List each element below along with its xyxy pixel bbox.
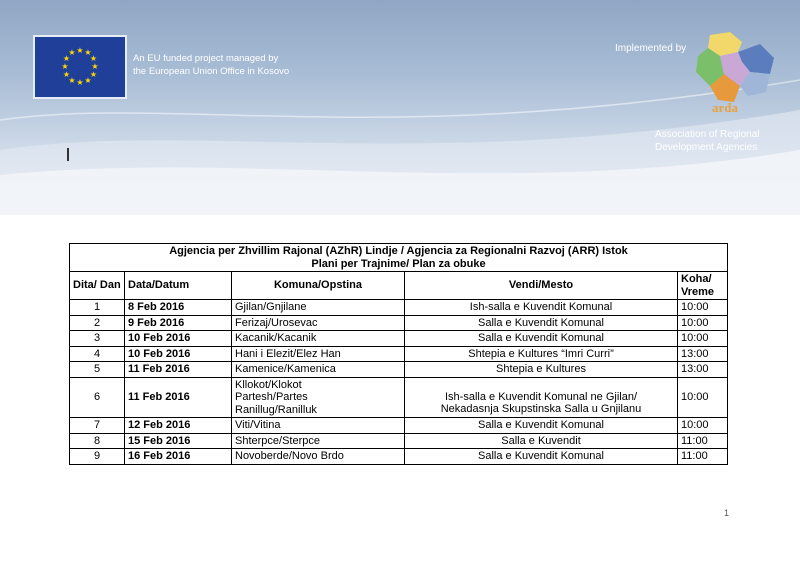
cell-day: 9 [70, 449, 125, 465]
place-line: Nekadasnja Skupstinska Salla u Gnjilanu [440, 403, 642, 416]
cell-municipality [232, 377, 405, 418]
svg-text:★: ★ [84, 76, 92, 85]
text-cursor [67, 148, 69, 161]
cell-time: 11:00 [678, 449, 728, 465]
svg-text:★: ★ [68, 76, 76, 85]
cell-municipality: Novoberde/Novo Brdo [232, 449, 405, 465]
cell-date: 11 Feb 2016 [125, 377, 232, 418]
svg-text:★: ★ [84, 48, 92, 57]
table-row [70, 433, 728, 449]
cell-date: 16 Feb 2016 [125, 449, 232, 465]
cell-date: 8 Feb 2016 [125, 300, 232, 316]
place-line: Ish-salla e Kuvendit Komunal ne Gjilan/ [445, 390, 637, 403]
cell-date: 15 Feb 2016 [125, 433, 232, 449]
svg-text:★: ★ [62, 54, 71, 63]
cell-place: Shtepia e Kultures “Imri Curri” [405, 346, 678, 362]
table-row [70, 449, 728, 465]
svg-text:★: ★ [76, 78, 84, 87]
cell-municipality: Kacanik/Kacanik [232, 331, 405, 347]
table-row [70, 315, 728, 331]
municipality-line: Partesh/Partes [235, 391, 308, 403]
table-row [70, 346, 728, 362]
cell-time: 10:00 [678, 300, 728, 316]
cell-municipality: Viti/Vitina [232, 418, 405, 434]
header-banner [0, 0, 800, 215]
table-row [70, 377, 728, 418]
cell-municipality: Kamenice/Kamenica [232, 362, 405, 378]
table-header-row [70, 272, 728, 300]
cell-place: Salla e Kuvendit Komunal [405, 315, 678, 331]
header-date: Data/Datum [125, 272, 232, 300]
eu-stars-icon [35, 37, 125, 97]
municipality-line: Kllokot/Klokot [235, 378, 302, 391]
cell-place: Shtepia e Kultures [405, 362, 678, 378]
cell-date: 10 Feb 2016 [125, 346, 232, 362]
table-row [70, 418, 728, 434]
svg-text:★: ★ [61, 62, 69, 71]
svg-text:★: ★ [89, 70, 98, 79]
cell-time: 11:00 [678, 433, 728, 449]
association-name [655, 128, 785, 154]
header-municipality: Komuna/Opstina [232, 272, 405, 300]
assoc-line2: Development Agencies [655, 142, 758, 153]
cell-date: 11 Feb 2016 [125, 362, 232, 378]
cell-place: Salla e Kuvendit Komunal [405, 449, 678, 465]
implemented-by-label: Implemented by [615, 43, 687, 54]
cell-day: 7 [70, 418, 125, 434]
cell-municipality: Ferizaj/Urosevac [232, 315, 405, 331]
table-title-line2: Plani per Trajnime/ Plan za obuke [311, 257, 486, 270]
eu-text-line2: the European Union Office in Kosovo [133, 66, 290, 77]
table-row [70, 300, 728, 316]
table-title-row [70, 244, 728, 272]
header-time: Koha/ Vreme [678, 272, 728, 300]
cell-municipality: Shterpce/Sterpce [232, 433, 405, 449]
table-title-line1: Agjencia per Zhvillim Rajonal (AZhR) Lindje / Agjencia za Regionalni Razvoj (ARR) Istok [169, 245, 628, 257]
table-row [70, 362, 728, 378]
svg-text:★: ★ [91, 62, 99, 71]
eu-text-line1: An EU funded project managed by [133, 53, 279, 64]
table-title [70, 244, 728, 272]
cell-place: Ish-salla e Kuvendit Komunal [405, 300, 678, 316]
eu-funding-note [133, 52, 333, 78]
cell-place: Salla e Kuvendit Komunal [405, 418, 678, 434]
assoc-line1: Association of Regional [655, 129, 760, 140]
cell-place [405, 377, 678, 418]
cell-day: 3 [70, 331, 125, 347]
cell-time: 13:00 [678, 362, 728, 378]
eu-flag-logo [33, 35, 127, 99]
cell-day: 6 [70, 377, 125, 418]
wave-decoration [0, 0, 800, 215]
svg-text:★: ★ [89, 54, 98, 63]
cell-time: 10:00 [678, 377, 728, 418]
cell-day: 4 [70, 346, 125, 362]
cell-municipality: Gjilan/Gnjilane [232, 300, 405, 316]
cell-time: 13:00 [678, 346, 728, 362]
page-number: 1 [724, 508, 730, 518]
cell-place: Salla e Kuvendit Komunal [405, 331, 678, 347]
cell-day: 2 [70, 315, 125, 331]
cell-date: 9 Feb 2016 [125, 315, 232, 331]
cell-day: 5 [70, 362, 125, 378]
cell-day: 8 [70, 433, 125, 449]
header-day: Dita/ Dan [70, 272, 125, 300]
svg-text:★: ★ [68, 48, 76, 57]
cell-time: 10:00 [678, 315, 728, 331]
cell-place: Salla e Kuvendit [405, 433, 678, 449]
municipality-line: Ranillug/Ranilluk [235, 403, 317, 416]
training-schedule-table [69, 243, 728, 465]
cell-date: 12 Feb 2016 [125, 418, 232, 434]
cell-municipality: Hani i Elezit/Elez Han [232, 346, 405, 362]
cell-day: 1 [70, 300, 125, 316]
arda-logo-text: arda [712, 100, 738, 115]
cell-date: 10 Feb 2016 [125, 331, 232, 347]
cell-time: 10:00 [678, 331, 728, 347]
svg-text:★: ★ [62, 70, 71, 79]
cell-time: 10:00 [678, 418, 728, 434]
header-place: Vendi/Mesto [405, 272, 678, 300]
svg-text:★: ★ [76, 46, 84, 55]
table-row [70, 331, 728, 347]
